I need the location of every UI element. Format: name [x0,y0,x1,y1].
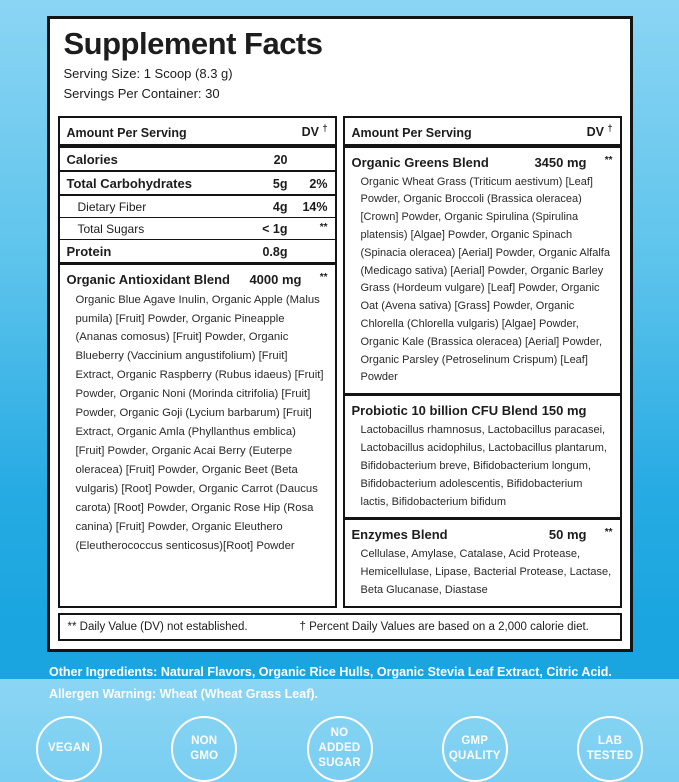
blend-header [352,401,613,421]
nutrient-row-carbohydrates [60,170,335,194]
dv-header: DV † [301,123,328,140]
nutrient-row-protein [60,239,335,262]
blend-section-enzymes [345,517,620,605]
badges-row [0,706,679,782]
nutrient-label: Calories [66,151,118,167]
nutrient-amount: 4g [272,199,288,214]
blend-dv: ** [319,271,328,283]
badge-lab-tested: LAB TESTED [577,716,643,782]
blend-header [352,525,613,545]
facts-column-left [58,116,337,607]
supplement-label [0,16,679,769]
nutrient-label: Total Carbohydrates [66,175,192,191]
dv-header: DV † [586,123,613,140]
percent-footnote: † Percent Daily Values are based on a 2,000 calorie diet. [299,620,589,633]
blend-amount: 3450 mg [534,154,587,170]
blend-name: Organic Greens Blend [351,154,489,170]
blend-section-probiotic [345,393,620,517]
nutrient-dv: 2% [309,176,328,191]
nutrient-label: Dietary Fiber [77,199,147,214]
badge-gmp-quality: GMP QUALITY [442,716,508,782]
badge-no-added-sugar: NO ADDED SUGAR [307,716,373,782]
column-header-right [345,118,620,147]
nutrient-dv: ** [319,221,328,233]
blend-amount: 4000 mg [249,271,302,287]
footnote-bar [58,613,622,641]
nutrient-label: Total Sugars [77,221,145,236]
allergen-warning: Allergen Warning: Wheat (Wheat Grass Leaf). [49,686,319,701]
facts-column-right [343,116,622,607]
dagger-icon: † [322,123,328,134]
amount-per-serving-label: Amount Per Serving [66,125,187,140]
nutrient-amount: < 1g [262,221,288,236]
nutrient-amount: 5g [272,176,288,191]
blend-dv: ** [604,154,613,166]
nutrient-row-total-sugars [60,217,335,239]
blend-name: Enzymes Blend [351,527,448,543]
servings-per-container: Servings Per Container: 30 [63,86,220,102]
nutrient-row-calories [60,148,335,170]
blend-amount: 150 mg [541,403,587,419]
nutrient-amount: 0.8g [262,244,288,259]
nutrient-amount: 20 [273,152,288,167]
blend-amount: 50 mg [548,527,587,543]
blend-section-antioxidant [60,262,335,606]
facts-panel [47,16,633,652]
facts-columns [50,116,630,607]
blend-header [67,270,328,290]
blend-section-greens [345,148,620,394]
nutrient-dv: 14% [302,199,328,214]
column-header-left [60,118,335,147]
nutrient-row-dietary-fiber [60,194,335,217]
serving-size: Serving Size: 1 Scoop (8.3 g) [63,66,233,82]
nutrient-label: Protein [66,243,112,259]
blend-dv: ** [604,527,613,539]
other-ingredients: Other Ingredients: Natural Flavors, Organic Rice Hulls, Organic Stevia Leaf Extract, Citric Acid. [49,664,612,679]
page-title: Supplement Facts [63,26,323,61]
blend-description: Cellulase, Amylase, Catalase, Acid Protease, Hemicellulase, Lipase, Bacterial Protease, Lactase, Beta Glucanase, Diastase [360,548,612,596]
blend-name: Organic Antioxidant Blend [66,271,230,287]
serving-info [64,64,616,104]
blend-description: Organic Wheat Grass (Triticum aestivum) [Leaf] Powder, Organic Broccoli (Brassica oleracea) [Crown] Powder, Organic Spirulina (Spirulina platensis) [Algae] Powder, Organic Spinach (Spinacia oleracea) [Aerial] Powder, Organic Alfalfa (Medicago sativa) [Aerial] Powder, Organic Barley Grass (Hordeum vulgare) [Leaf] Powder, Organic Oat (Avena sativa) [Grass] Powder, Organic Chlorella (Chlorella vulgaris) [Algae] Powder, Organic Kale (Brassica oleracea) [Aerial] Powder, Organic Parsley (Petroselinum Crispum) [Leaf] Powder [360,175,610,384]
panel-header [50,19,630,112]
blend-description: Lactobacillus rhamnosus, Lactobacillus paracasei, Lactobacillus acidophilus, Lactobacillus plantarum, Bifidobacterium breve, Bifidobacterium longum, Bifidobacterium adolescentis, Bifidobacterium lactis, Bifidobacterium bifidum [360,424,607,508]
blend-description: Organic Blue Agave Inulin, Organic Apple (Malus pumila) [Fruit] Powder, Organic Pineapple (Ananas comosus) [Fruit] Powder, Organic Blueberry (Vaccinium angustifolium) [Fruit] Extract, Organic Raspberry (Rubus idaeus) [Fruit] Powder, Organic Noni (Morinda citrifolia) [Fruit] Powder, Organic Goji (Lycium barbarum) [Fruit] Extract, Organic Amla (Phyllanthus emblica) [Fruit] Powder, Organic Acai Berry (Euterpe oleracea) [Fruit] Powder, Organic Beet (Beta vulgaris) [Root] Powder, Organic Carrot (Daucus carota) [Root] Powder, Organic Rose Hip (Rosa canina) [Fruit] Powder, Organic Eleuthero (Eleutherococcus senticosus)[Root] Powder [75,293,324,553]
badge-vegan: VEGAN [36,716,102,782]
dv-footnote: ** Daily Value (DV) not established. [67,620,248,633]
badge-non-gmo: NON GMO [171,716,237,782]
blend-header [352,153,613,173]
blend-name: Probiotic 10 billion CFU Blend [351,403,538,419]
amount-per-serving-label: Amount Per Serving [351,125,472,140]
additional-info [0,652,679,706]
dagger-icon: † [607,123,613,134]
